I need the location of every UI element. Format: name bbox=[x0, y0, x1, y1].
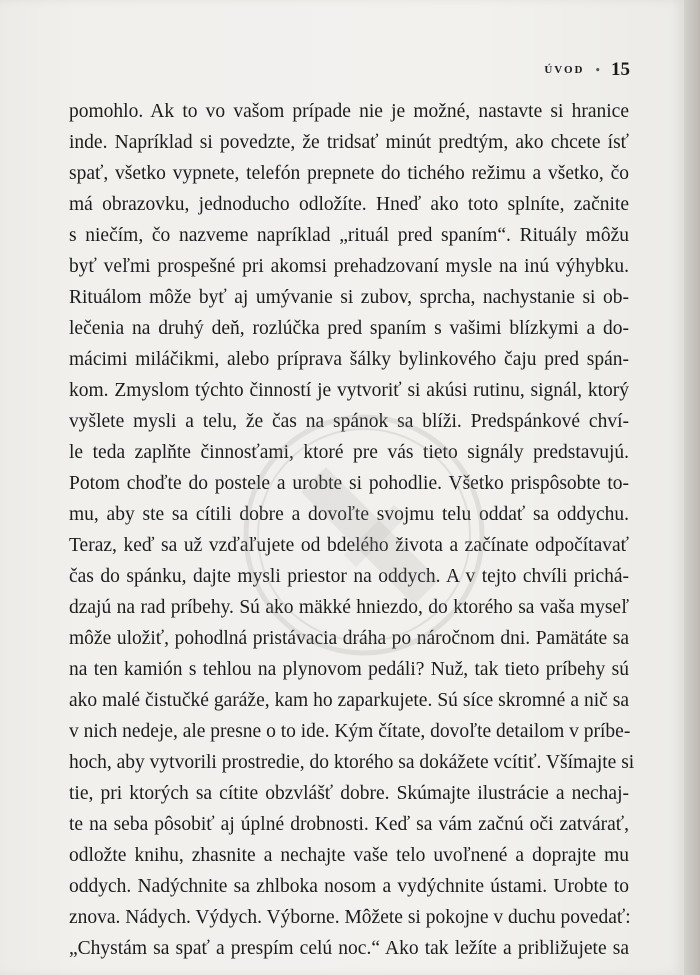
text-line: má obrazovku, jednoducho odložíte. Hneď ako toto splníte, začnite bbox=[69, 194, 629, 215]
text-line: lečenia na druhý deň, rozlúčka pred spaním s vašimi blízkymi a do- bbox=[69, 318, 629, 339]
text-line: mu, aby ste sa cítili dobre a dovoľte svojmu telu oddať sa oddychu. bbox=[69, 504, 629, 525]
page-edge bbox=[684, 0, 700, 975]
page-number: 15 bbox=[611, 59, 630, 80]
text-line: mácimi miláčikmi, alebo príprava šálky bylinkového čaju pred spán- bbox=[69, 349, 629, 370]
text-line: Potom choďte do postele a urobte si pohodlie. Všetko prispôsobte to- bbox=[69, 473, 629, 494]
text-line: le teda zaplňte činnosťami, ktoré pre vás tieto signály predstavujú. bbox=[69, 442, 629, 463]
text-line: te na seba pôsobiť aj úplné drobnosti. Keď sa vám začnú oči zatvárať, bbox=[69, 814, 629, 835]
text-line: vyšlete mysli a telu, že čas na spánok sa blíži. Predspánkové chví- bbox=[69, 411, 629, 432]
text-line: dzajú na rad príbehy. Sú ako mäkké hniezdo, do ktorého sa vaša myseľ bbox=[69, 597, 629, 618]
text-line: môže uložiť, pohodlná pristávacia dráha po náročnom dni. Pamätáte sa bbox=[69, 628, 629, 649]
text-line: v nich nedeje, ale presne o to ide. Kým čítate, dovoľte detailom v príbe- bbox=[69, 721, 631, 742]
running-header bbox=[470, 58, 630, 82]
text-line: Teraz, keď sa už vzďaľujete od bdelého života a začínate odpočítavať bbox=[69, 535, 629, 556]
text-line: hoch, aby vytvorili prostredie, do ktorého sa dokážete vcítiť. Všímajte si bbox=[69, 752, 635, 773]
body-paragraph bbox=[69, 96, 635, 964]
text-line: tie, pri ktorých sa cítite obzvlášť dobre. Skúmajte ilustrácie a nechaj- bbox=[69, 783, 629, 804]
text-line: na ten kamión s tehlou na plynovom pedáli? Nuž, tak tieto príbehy sú bbox=[69, 659, 629, 680]
text-line: znova. Nádych. Výdych. Výborne. Môžete si pokojne v duchu povedať: bbox=[69, 907, 631, 928]
header-separator: • bbox=[594, 63, 601, 77]
text-line: kom. Zmyslom týchto činností je vytvoriť si akúsi rutinu, signál, ktorý bbox=[69, 380, 629, 401]
text-line: oddych. Nadýchnite sa zhlboka nosom a vydýchnite ústami. Urobte to bbox=[69, 876, 629, 897]
text-line: čas do spánku, dajte mysli priestor na oddych. A v tejto chvíli prichá- bbox=[69, 566, 629, 587]
text-line: ako malé čistučké garáže, kam ho zaparkujete. Sú síce skromné a nič sa bbox=[69, 690, 629, 711]
text-line: „Chystám sa spať a prespím celú noc.“ Ako tak ležíte a približujete sa bbox=[69, 938, 629, 959]
text-line: spať, všetko vypnete, telefón prepnete do tichého režimu a všetko, čo bbox=[69, 163, 629, 184]
text-line: Rituálom môže byť aj umývanie si zubov, sprcha, nachystanie si ob- bbox=[69, 287, 629, 308]
text-line: pomohlo. Ak to vo vašom prípade nie je možné, nastavte si hranice bbox=[69, 101, 629, 122]
text-line: inde. Napríklad si povedzte, že tridsať minút predtým, ako chcete ísť bbox=[69, 132, 629, 153]
text-line: odložte knihu, zhasnite a nechajte vaše telo uvoľnené a doprajte mu bbox=[69, 845, 629, 866]
section-title: ÚVOD bbox=[544, 64, 585, 76]
text-line: byť veľmi prospešné pri akomsi prehadzovaní mysle na inú výhybku. bbox=[69, 256, 629, 277]
text-line: s niečím, čo nazveme napríklad „rituál pred spaním“. Rituály môžu bbox=[69, 225, 629, 246]
